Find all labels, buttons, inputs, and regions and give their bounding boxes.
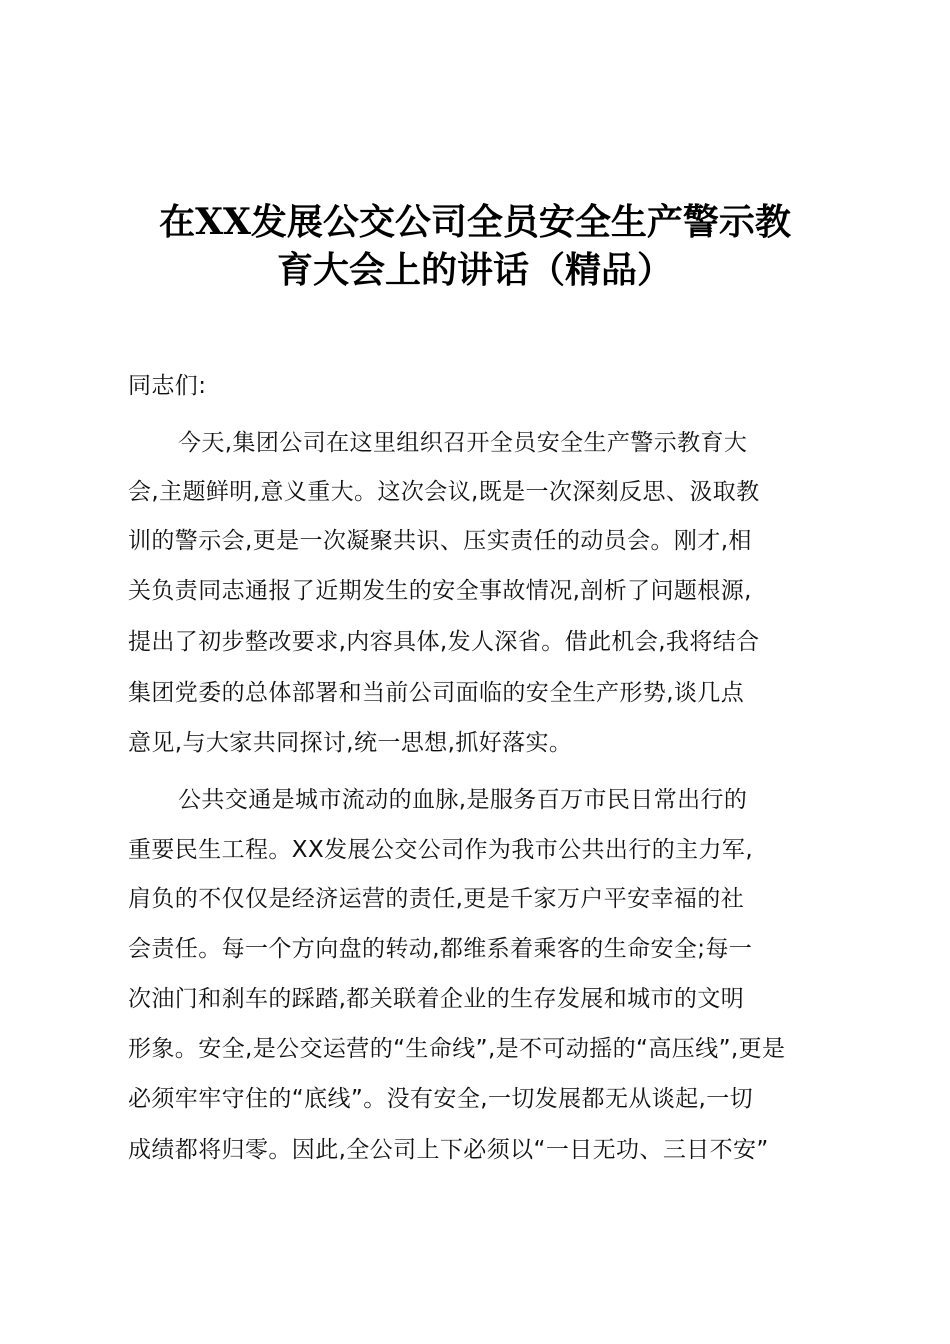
paragraph-2-line: 公共交通是城市流动的血脉,是服务百万市民日常出行的 [178, 787, 748, 813]
paragraph-1-line: 集团党委的总体部署和当前公司面临的安全生产形势,谈几点 [128, 680, 745, 706]
paragraph-2-line: 必须牢牢守住的“底线”。没有安全,一切发展都无从谈起,一切 [128, 1086, 754, 1112]
paragraph-2-line: 重要民生工程。XX发展公交公司作为我市公共出行的主力军, [128, 837, 754, 863]
paragraph-2-line: 形象。安全,是公交运营的“生命线”,是不可动摇的“高压线”,更是 [128, 1036, 786, 1062]
paragraph-1-line: 训的警示会,更是一次凝聚共识、压实责任的动员会。刚才,相 [128, 528, 752, 554]
document-title-line-1: 在XX发展公交公司全员安全生产警示教 [159, 201, 791, 243]
paragraph-2-line: 肩负的不仅仅是经济运营的责任,更是千家万户平安幸福的社 [128, 886, 745, 912]
paragraph-1-line: 今天,集团公司在这里组织召开全员安全生产警示教育大 [178, 430, 748, 456]
paragraph-1-line: 会,主题鲜明,意义重大。这次会议,既是一次深刻反思、汲取教 [128, 479, 760, 505]
salutation: 同志们: [128, 373, 207, 399]
paragraph-1-line: 关负责同志通报了近期发生的安全事故情况,剖析了问题根源, [128, 578, 752, 604]
paragraph-2-line: 会责任。每一个方向盘的转动,都维系着乘客的生命安全;每一 [128, 936, 753, 962]
paragraph-1-line: 意见,与大家共同探讨,统一思想,抓好落实。 [128, 730, 573, 756]
paragraph-2-line: 成绩都将归零。因此,全公司上下必须以“一日无功、三日不安” [128, 1137, 769, 1163]
paragraph-2-line: 次油门和刹车的踩踏,都关联着企业的生存发展和城市的文明 [128, 986, 745, 1012]
document-title-line-2: 育大会上的讲话（精品） [276, 249, 673, 291]
paragraph-1-line: 提出了初步整改要求,内容具体,发人深省。借此机会,我将结合 [128, 629, 760, 655]
